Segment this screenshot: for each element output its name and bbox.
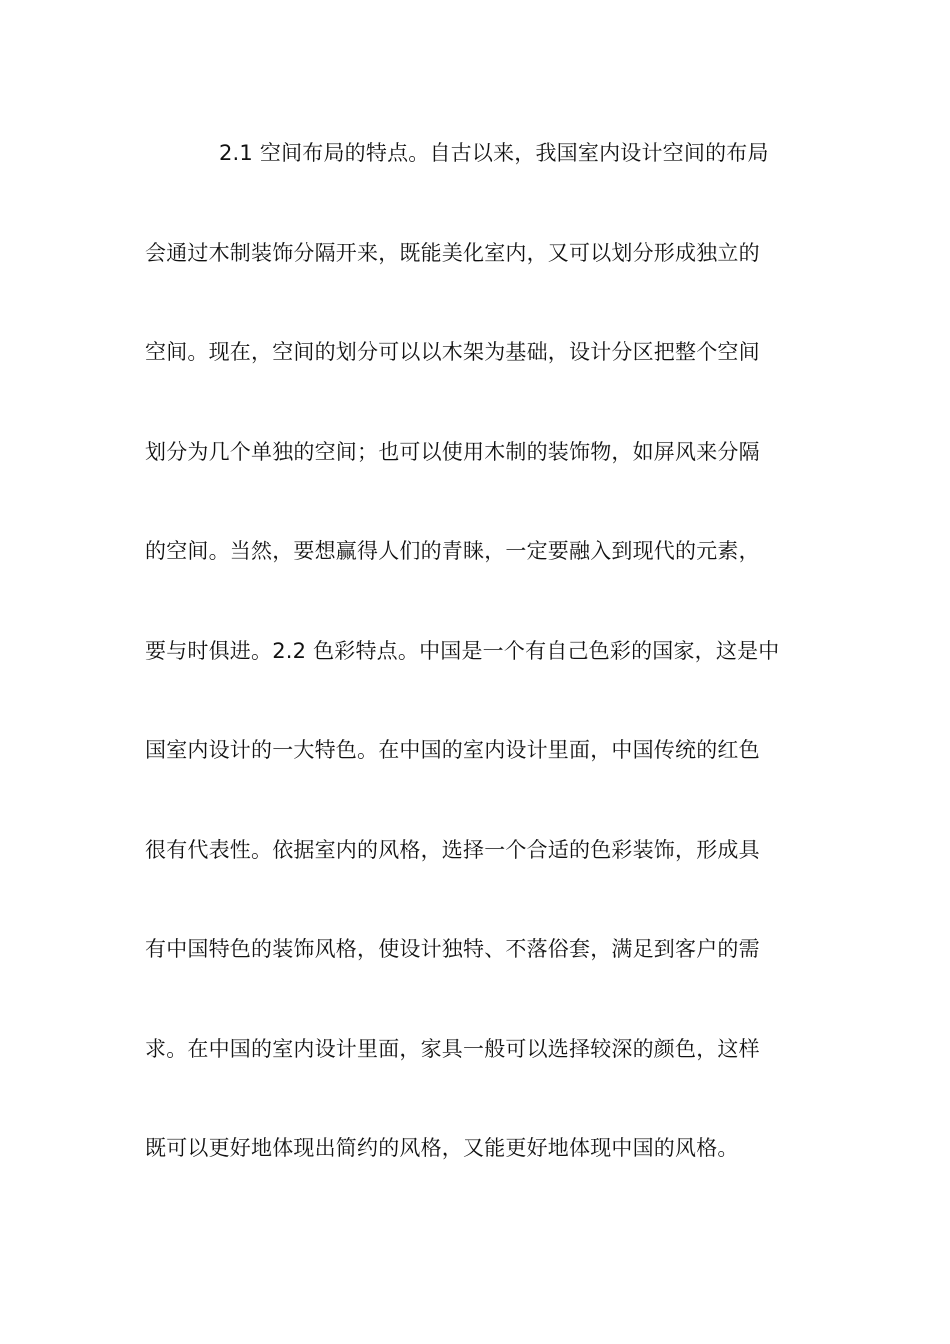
paragraph-line: 有中国特色的装饰风格，使设计独特、不落俗套，满足到客户的需 <box>145 937 760 961</box>
paragraph-line: 空间。现在，空间的划分可以以木架为基础，设计分区把整个空间 <box>145 340 760 364</box>
paragraph-line: 求。在中国的室内设计里面，家具一般可以选择较深的颜色，这样 <box>145 1036 760 1061</box>
paragraph-line: 很有代表性。依据室内的风格，选择一个合适的色彩装饰，形成具 <box>145 837 760 862</box>
paragraph-line: 国室内设计的一大特色。在中国的室内设计里面，中国传统的红色 <box>145 738 760 762</box>
body-paragraph <box>145 128 805 1223</box>
paragraph-line: 划分为几个单独的空间；也可以使用木制的装饰物，如屏风来分隔 <box>145 439 760 464</box>
paragraph-line: 2.1 空间布局的特点。自古以来，我国室内设计空间的布局 <box>219 141 769 165</box>
paragraph-line: 既可以更好地体现出简约的风格，又能更好地体现中国的风格。 <box>145 1136 739 1160</box>
paragraph-line: 会通过木制装饰分隔开来，既能美化室内，又可以划分形成独立的 <box>145 240 760 265</box>
paragraph-line: 要与时俱进。2.2 色彩特点。中国是一个有自己色彩的国家，这是中 <box>145 638 780 663</box>
paragraph-line: 的空间。当然，要想赢得人们的青睐，一定要融入到现代的元素， <box>145 539 760 563</box>
